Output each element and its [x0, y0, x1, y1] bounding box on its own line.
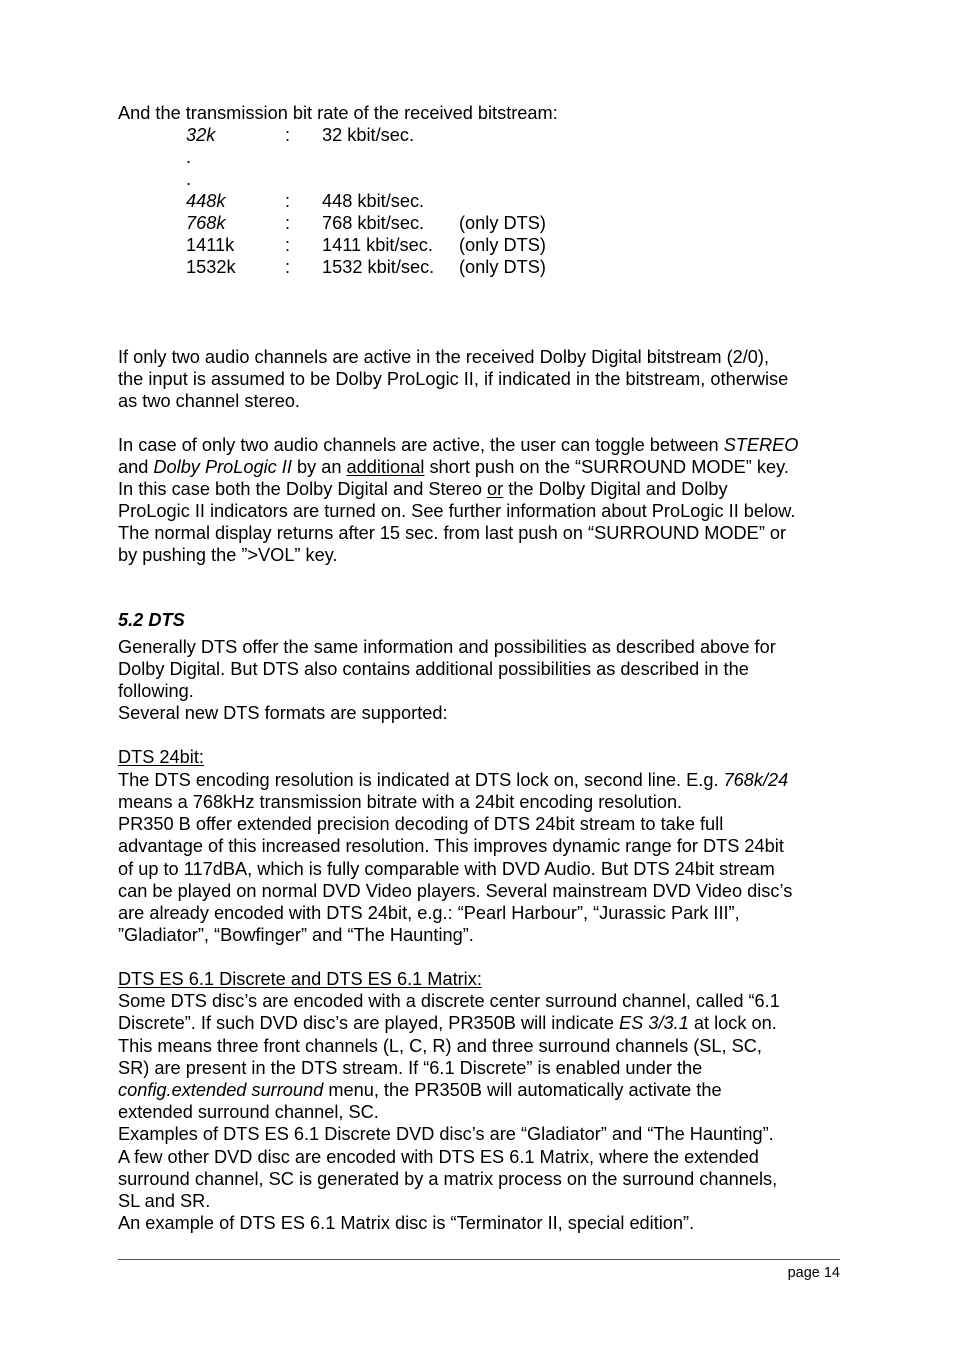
- text-line: following.: [118, 681, 194, 701]
- bitrate-note: (only DTS): [459, 235, 546, 255]
- text-line: are already encoded with DTS 24bit, e.g.: “Pearl Harbour”, “Jurassic Park III”,: [118, 903, 740, 923]
- text-line: PR350 B offer extended precision decoding of DTS 24bit stream to take full: [118, 814, 724, 834]
- text-line: In this case both the Dolby Digital and Stereo or the Dolby Digital and Dolby: [118, 479, 728, 499]
- bitrate-desc: 1532 kbit/sec.: [322, 257, 435, 277]
- separator: :: [285, 125, 291, 145]
- text-line: surround channel, SC is generated by a matrix process on the surround channels,: [118, 1169, 778, 1189]
- subsection-title: DTS 24bit:: [118, 747, 204, 767]
- text-line: means a 768kHz transmission bitrate with a 24bit encoding resolution.: [118, 792, 683, 812]
- text-line: SR) are present in the DTS stream. If “6.1 Discrete” is enabled under the: [118, 1058, 703, 1078]
- bitrate-code: 1532k: [186, 257, 236, 277]
- separator: :: [285, 235, 291, 255]
- text-line: advantage of this increased resolution. This improves dynamic range for DTS 24bit: [118, 836, 784, 856]
- section-heading: 5.2 DTS: [118, 610, 185, 630]
- text-line: config.extended surround menu, the PR350B will automatically activate the: [118, 1080, 722, 1100]
- text-line: as two channel stereo.: [118, 391, 300, 411]
- text-line: Examples of DTS ES 6.1 Discrete DVD disc’s are “Gladiator” and “The Haunting”.: [118, 1124, 774, 1144]
- bitrate-note: (only DTS): [459, 213, 546, 233]
- text-line: Dolby Digital. But DTS also contains additional possibilities as described in the: [118, 659, 749, 679]
- subsection-title: DTS ES 6.1 Discrete and DTS ES 6.1 Matrix:: [118, 969, 482, 989]
- text-line: The DTS encoding resolution is indicated at DTS lock on, second line. E.g. 768k/24: [118, 770, 789, 790]
- ellipsis-dot: .: [186, 147, 192, 167]
- text-line: In case of only two audio channels are active, the user can toggle between STEREO: [118, 435, 799, 455]
- text-line: Generally DTS offer the same information and possibilities as described above for: [118, 637, 776, 657]
- bitrate-code: 768k: [186, 213, 226, 233]
- text-line: and Dolby ProLogic II by an additional short push on the “SURROUND MODE” key.: [118, 457, 789, 477]
- text-line: The normal display returns after 15 sec. from last push on “SURROUND MODE” or: [118, 523, 787, 543]
- text-line: the input is assumed to be Dolby ProLogic II, if indicated in the bitstream, otherwise: [118, 369, 789, 389]
- bitrate-desc: 1411 kbit/sec.: [322, 235, 433, 255]
- footer-divider: [118, 1259, 840, 1260]
- bitrate-code: 448k: [186, 191, 226, 211]
- bitrate-desc: 448 kbit/sec.: [322, 191, 425, 211]
- text-line: SL and SR.: [118, 1191, 211, 1211]
- ellipsis-dot: .: [186, 169, 192, 189]
- text-line: extended surround channel, SC.: [118, 1102, 379, 1122]
- text-line: Discrete”. If such DVD disc’s are played, PR350B will indicate ES 3/3.1 at lock on.: [118, 1013, 777, 1033]
- separator: :: [285, 257, 291, 277]
- bitrate-code: 32k: [186, 125, 216, 145]
- text-line: can be played on normal DVD Video players. Several mainstream DVD Video disc’s: [118, 881, 793, 901]
- bitrate-desc: 768 kbit/sec.: [322, 213, 425, 233]
- text-line: ProLogic II indicators are turned on. See further information about ProLogic II below.: [118, 501, 796, 521]
- text-line: by pushing the ”>VOL” key.: [118, 545, 338, 565]
- text-line: A few other DVD disc are encoded with DTS ES 6.1 Matrix, where the extended: [118, 1147, 759, 1167]
- intro-text: And the transmission bit rate of the received bitstream:: [118, 103, 558, 123]
- page-number: page 14: [787, 1265, 840, 1281]
- text-line: This means three front channels (L, C, R) and three surround channels (SL, SC,: [118, 1036, 762, 1056]
- text-line: Some DTS disc’s are encoded with a discrete center surround channel, called “6.1: [118, 991, 780, 1011]
- bitrate-note: (only DTS): [459, 257, 546, 277]
- text-line: of up to 117dBA, which is fully comparable with DVD Audio. But DTS 24bit stream: [118, 859, 775, 879]
- bitrate-code: 1411k: [186, 235, 235, 255]
- text-line: ”Gladiator”, “Bowfinger” and “The Haunting”.: [118, 925, 474, 945]
- text-line: If only two audio channels are active in the received Dolby Digital bitstream (2/0),: [118, 347, 770, 367]
- separator: :: [285, 191, 291, 211]
- text-line: Several new DTS formats are supported:: [118, 703, 448, 723]
- bitrate-desc: 32 kbit/sec.: [322, 125, 414, 145]
- separator: :: [285, 213, 291, 233]
- text-line: An example of DTS ES 6.1 Matrix disc is “Terminator II, special edition”.: [118, 1213, 695, 1233]
